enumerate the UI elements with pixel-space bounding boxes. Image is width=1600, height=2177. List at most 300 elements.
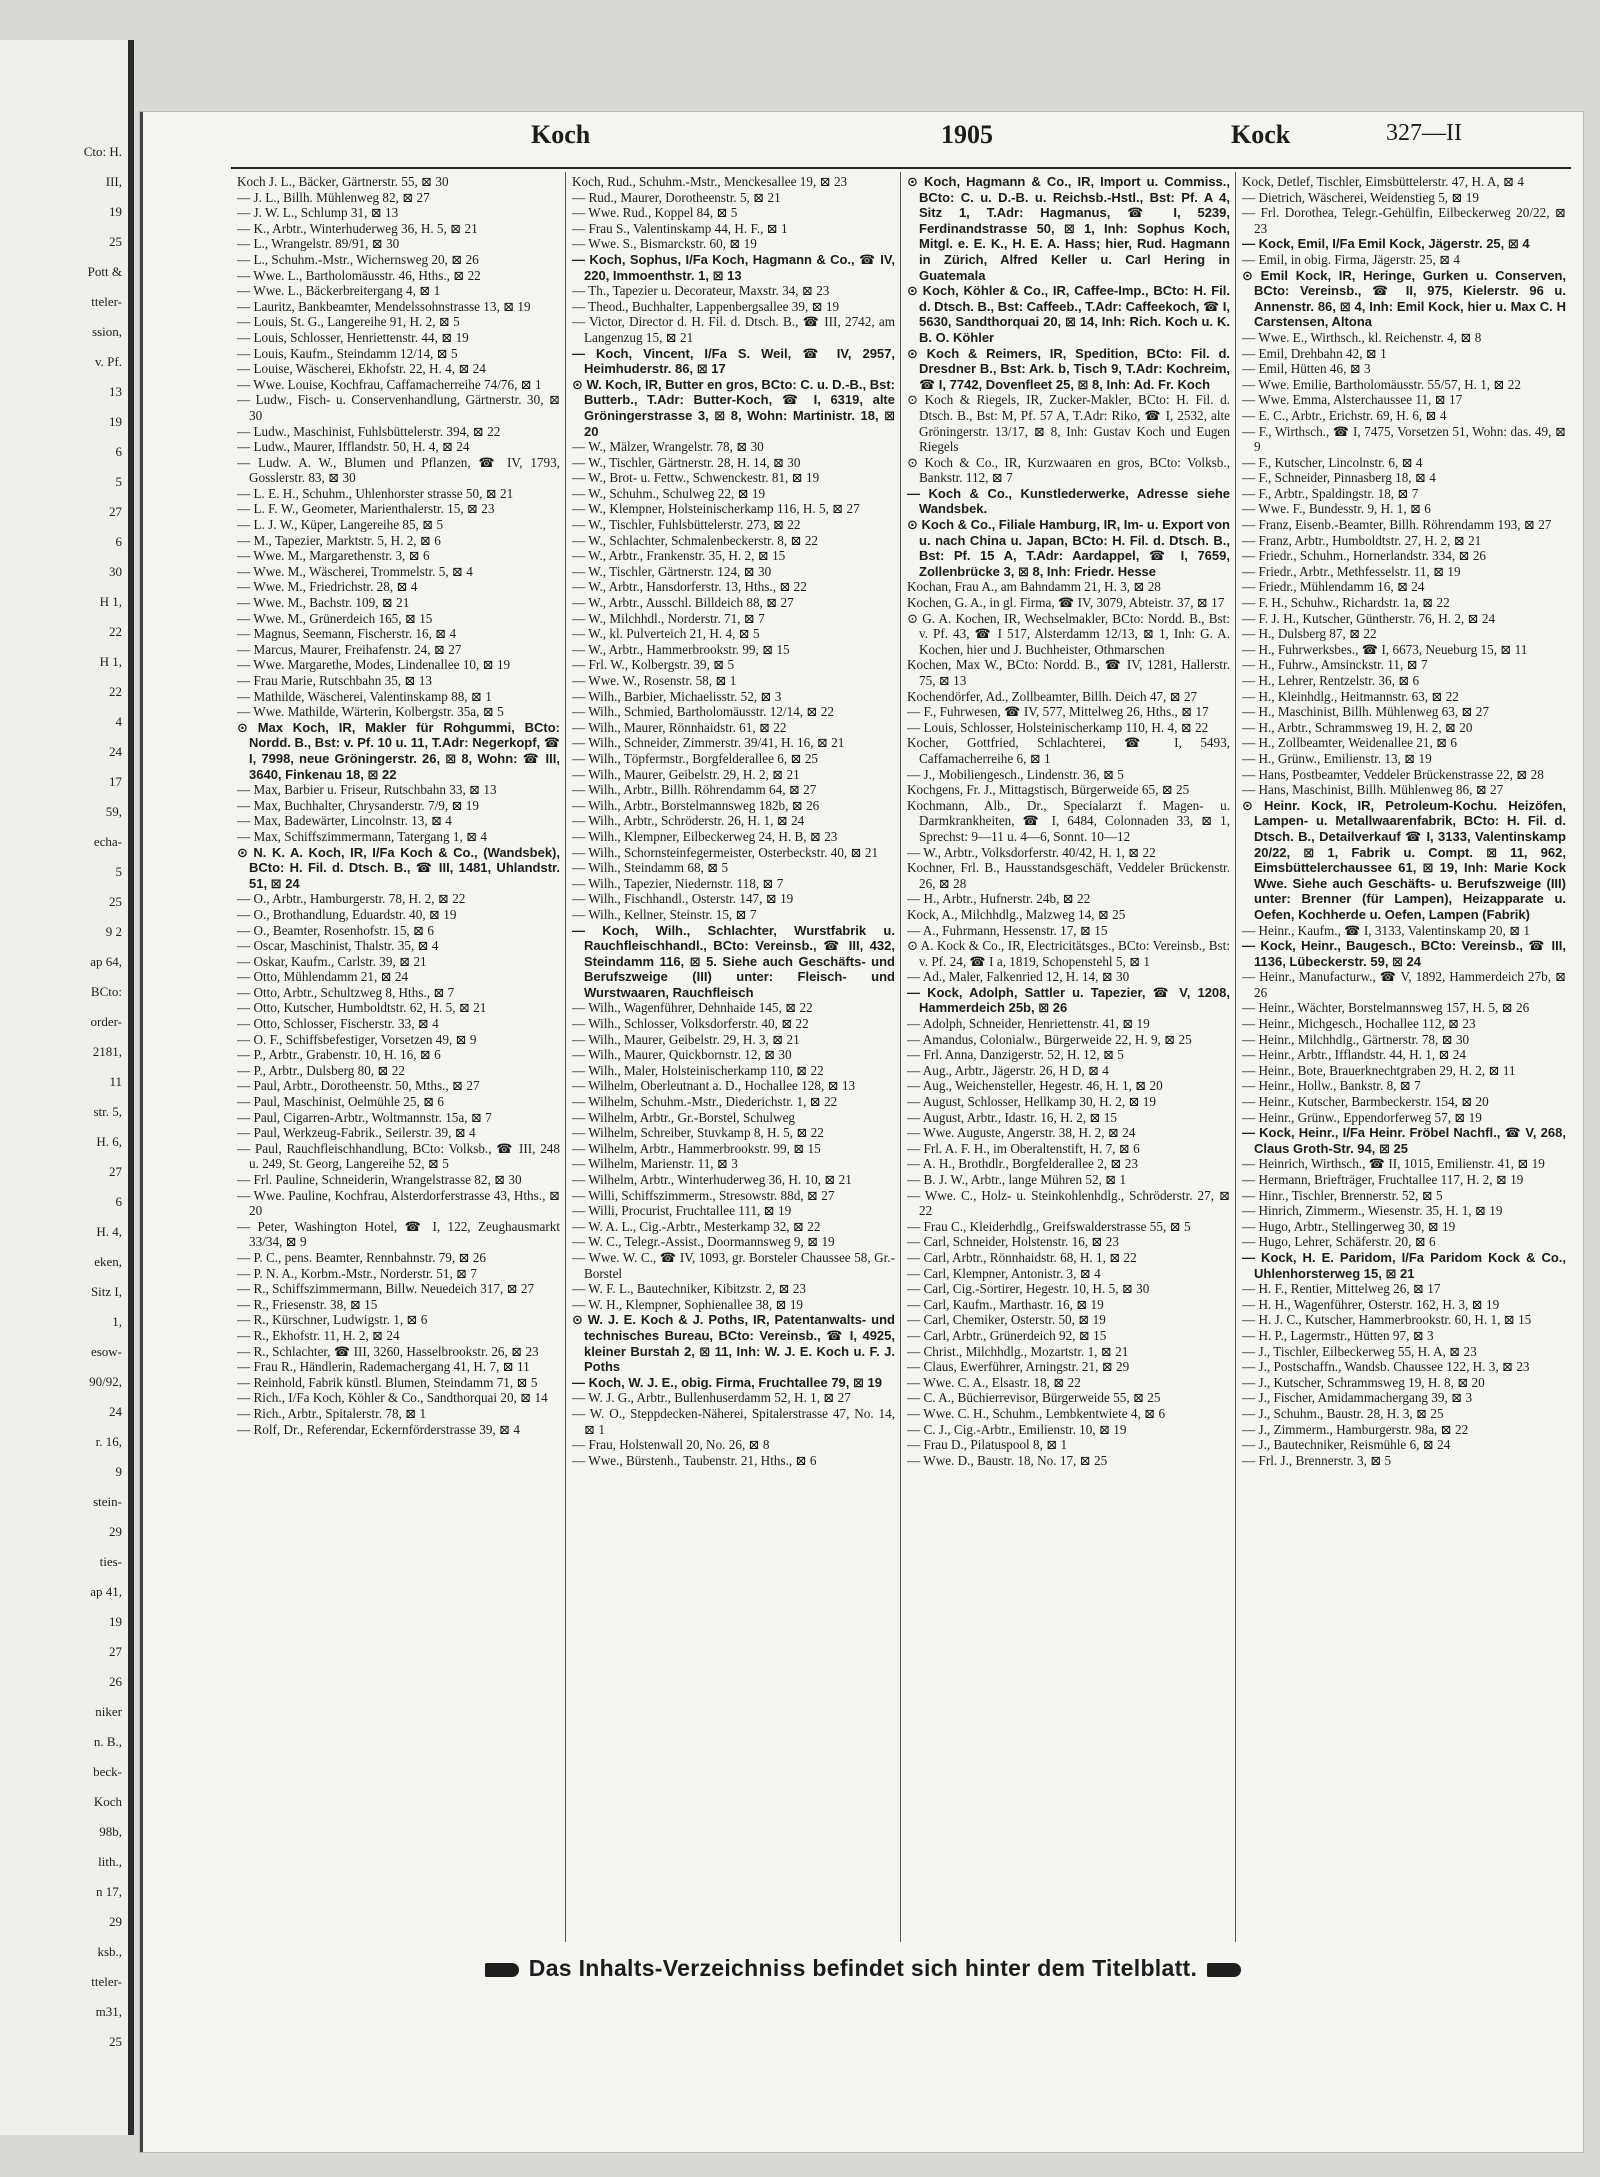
directory-entry: — O. F., Schiffsbefestiger, Vorsetzen 49, ⊠ 9 — [237, 1031, 477, 1047]
column-4 — [1236, 172, 1571, 1942]
directory-entry: — W., Tischler, Fuhlsbüttelerstr. 273, ⊠ 22 — [572, 517, 801, 533]
margin-fragment: 2181, — [92, 1044, 122, 1059]
index-note — [143, 1955, 1583, 1982]
margin-fragment: 1, — [112, 1314, 122, 1329]
directory-entry: — H. J. C., Kutscher, Hammerbrookstr. 60, H. 1, ⊠ 15 — [1242, 1312, 1532, 1328]
directory-entry: — O., Arbtr., Hamburgerstr. 78, H. 2, ⊠ 22 — [237, 891, 466, 907]
directory-entry: — Otto, Kutscher, Humboldtstr. 62, H. 5, ⊠ 21 — [237, 1000, 487, 1016]
directory-entry: — Wwe., Bürstenh., Taubenstr. 21, Hths., ⊠ 6 — [572, 1452, 817, 1468]
directory-entry: — Carl, Schneider, Holstenstr. 16, ⊠ 23 — [907, 1234, 1119, 1250]
directory-entry: — Wilh., Maurer, Quickbornstr. 12, ⊠ 30 — [572, 1047, 792, 1063]
directory-entry: — P. C., pens. Beamter, Rennbahnstr. 79, ⊠ 26 — [237, 1249, 486, 1265]
directory-entry: — Wwe. E., Wirthsch., kl. Reichenstr. 4, ⊠ 8 — [1242, 329, 1482, 345]
directory-entry: — Wilh., Wagenführer, Dehnhaide 145, ⊠ 22 — [572, 1000, 813, 1016]
directory-entry: — Otto, Mühlendamm 21, ⊠ 24 — [237, 969, 409, 985]
directory-entry: — H., Dulsberg 87, ⊠ 22 — [1242, 626, 1377, 642]
directory-entry: Kochendörfer, Ad., Zollbeamter, Billh. Deich 47, ⊠ 27 — [907, 688, 1198, 704]
directory-columns — [231, 172, 1571, 1942]
directory-entry: — Oskar, Kaufm., Carlstr. 39, ⊠ 21 — [237, 953, 427, 969]
directory-entry: — Max, Schiffszimmermann, Tatergang 1, ⊠ 4 — [237, 828, 488, 844]
directory-entry: — H., Arbtr., Hufnerstr. 24b, ⊠ 22 — [907, 891, 1091, 907]
directory-entry: — W. F. L., Bautechniker, Kibitzstr. 2, ⊠ 23 — [572, 1281, 806, 1297]
margin-fragment: H. 6, — [96, 1134, 122, 1149]
directory-entry: — W., Tischler, Gärtnerstr. 28, H. 14, ⊠ 30 — [572, 454, 801, 470]
directory-entry: — Wwe. C. A., Elsastr. 18, ⊠ 22 — [907, 1374, 1081, 1390]
directory-entry: — Th., Tapezier u. Decorateur, Maxstr. 34, ⊠ 23 — [572, 283, 830, 299]
margin-fragment: order- — [90, 1014, 122, 1029]
directory-entry: — W., Mälzer, Wrangelstr. 78, ⊠ 30 — [572, 439, 764, 455]
directory-entry: — Paul, Rauchfleischhandlung, BCto: Volksb., ☎ III, 248 u. 249, St. Georg, Langereihe 52, ⊠ 5 — [237, 1140, 560, 1172]
directory-entry: — R., Schlachter, ☎ III, 3260, Hasselbrookstr. 26, ⊠ 23 — [237, 1343, 539, 1359]
directory-entry: — F. J. H., Kutscher, Güntherstr. 76, H. 2, ⊠ 24 — [1242, 610, 1496, 626]
directory-entry: — Wilh., Barbier, Michaelisstr. 52, ⊠ 3 — [572, 688, 782, 704]
directory-entry: — Hinrich, Zimmerm., Wiesenstr. 35, H. 1, ⊠ 19 — [1242, 1203, 1503, 1219]
margin-fragment: r. 16, — [95, 1434, 122, 1449]
directory-entry: — P. N. A., Korbm.-Mstr., Norderstr. 51, ⊠ 7 — [237, 1265, 477, 1281]
directory-entry: — O., Brothandlung, Eduardstr. 40, ⊠ 19 — [237, 906, 457, 922]
directory-entry: — Wwe. C., Holz- u. Steinkohlenhdlg., Schröderstr. 27, ⊠ 22 — [907, 1187, 1230, 1219]
directory-entry: — Claus, Ewerführer, Arningstr. 21, ⊠ 29 — [907, 1359, 1130, 1375]
directory-entry: — Frl. A. F. H., im Oberaltenstift, H. 7, ⊠ 6 — [907, 1140, 1140, 1156]
margin-fragment: H 1, — [99, 654, 122, 669]
page-header — [231, 120, 1571, 160]
directory-entry: — Christ., Milchhdlg., Mozartstr. 1, ⊠ 21 — [907, 1343, 1129, 1359]
directory-entry: — H., Fuhrwerksbes., ☎ I, 6673, Neueburg 15, ⊠ 11 — [1242, 641, 1528, 657]
margin-fragment: 27 — [109, 504, 122, 519]
directory-entry: — Wilhelm, Arbtr., Winterhuderweg 36, H. 10, ⊠ 21 — [572, 1172, 852, 1187]
directory-entry: — W., Arbtr., Hansdorferstr. 13, Hths., ⊠ 22 — [572, 579, 807, 595]
margin-fragment: Cto: H. — [83, 144, 122, 159]
directory-entry: — Wilh., Tapezier, Niedernstr. 118, ⊠ 7 — [572, 875, 784, 891]
directory-entry: — J., Mobiliengesch., Lindenstr. 36, ⊠ 5 — [907, 766, 1124, 782]
directory-entry: ⊙ Max Koch, IR, Makler für Rohgummi, BCto: Nordd. B., Bst: v. Pf. 10 u. 11, T.Adr: Negerkopf, ☎ I, 7998, neue Gröningerstr. 26, ⊠ 8, Wohn: ☎ III, 3640, Finkenau 18, ⊠ 22 — [237, 719, 560, 782]
directory-entry: — Kock, H. E. Paridom, I/Fa Paridom Kock & Co., Uhlenhorsterweg 15, ⊠ 21 — [1242, 1249, 1566, 1281]
directory-entry: — Ludw., Fisch- u. Conservenhandlung, Gärtnerstr. 30, ⊠ 30 — [237, 392, 560, 423]
directory-page — [140, 112, 1583, 2152]
directory-entry: — Carl, Kaufm., Marthastr. 16, ⊠ 19 — [907, 1296, 1104, 1312]
directory-entry: — Friedr., Arbtr., Methfesselstr. 11, ⊠ 19 — [1242, 563, 1461, 579]
directory-entry: ⊙ A. Kock & Co., IR, Electricitätsges., BCto: Vereinsb., Bst: v. Pf. 24, ☎ I a, 1819, Schopenstehl 5, ⊠ 1 — [907, 938, 1230, 969]
directory-entry: — Carl, Klempner, Antonistr. 3, ⊠ 4 — [907, 1265, 1101, 1281]
directory-entry: — J., Kutscher, Schrammsweg 19, H. 8, ⊠ 20 — [1242, 1374, 1485, 1390]
margin-fragment: ssion, — [92, 324, 122, 339]
directory-entry: — H., Zollbeamter, Weidenallee 21, ⊠ 6 — [1242, 735, 1458, 751]
directory-entry: — F., Wirthsch., ☎ I, 7475, Vorsetzen 51, Wohn: das. 49, ⊠ 9 — [1242, 423, 1566, 455]
margin-fragment: 59, — [105, 804, 122, 819]
directory-entry: — Max, Buchhalter, Chrysanderstr. 7/9, ⊠ 19 — [237, 797, 479, 813]
directory-entry: — Wilh., Schlosser, Volksdorferstr. 40, ⊠ 22 — [572, 1016, 809, 1032]
margin-fragment: eken, — [94, 1254, 122, 1269]
margin-fragment: Sitz I, — [90, 1284, 122, 1299]
margin-fragment: beck- — [93, 1764, 122, 1779]
directory-entry: — Heinr., Wächter, Borstelmannsweg 157, H. 5, ⊠ 26 — [1242, 1000, 1530, 1016]
directory-entry: — Emil, Drehbahn 42, ⊠ 1 — [1242, 345, 1387, 361]
directory-entry: Kochen, Max W., BCto: Nordd. B., ☎ IV, 1281, Hallerstr. 75, ⊠ 13 — [907, 657, 1230, 688]
directory-entry: — Kock, Emil, I/Fa Emil Kock, Jägerstr. 25, ⊠ 4 — [1242, 236, 1530, 252]
directory-entry: — Wwe. Margarethe, Modes, Lindenallee 10, ⊠ 19 — [237, 657, 511, 673]
margin-fragment: 24 — [109, 744, 122, 759]
margin-fragment: echa- — [93, 834, 122, 849]
directory-entry: — Kock, Heinr., Baugesch., BCto: Vereinsb., ☎ III, 1136, Lübeckerstr. 59, ⊠ 24 — [1242, 938, 1566, 969]
directory-entry: Kock, Detlef, Tischler, Eimsbüttelerstr. 47, H. A, ⊠ 4 — [1242, 174, 1524, 189]
directory-entry: — F. H., Schuhw., Richardstr. 1a, ⊠ 22 — [1242, 595, 1450, 611]
directory-entry: — Otto, Schlosser, Fischerstr. 33, ⊠ 4 — [237, 1016, 439, 1032]
directory-entry: — Heinr., Bote, Brauerknechtgraben 29, H. 2, ⊠ 11 — [1242, 1062, 1516, 1078]
margin-fragment: v. Pf. — [95, 354, 122, 369]
directory-entry: — W., Tischler, Gärtnerstr. 124, ⊠ 30 — [572, 563, 772, 579]
directory-entry: — Ad., Maler, Falkenried 12, H. 14, ⊠ 30 — [907, 969, 1130, 985]
directory-entry: — August, Arbtr., Idastr. 16, H. 2, ⊠ 15 — [907, 1109, 1117, 1125]
directory-entry: — Peter, Washington Hotel, ☎ I, 122, Zeughausmarkt 33/34, ⊠ 9 — [237, 1218, 560, 1250]
directory-entry: — J., Schuhm., Baustr. 28, H. 3, ⊠ 25 — [1242, 1405, 1444, 1421]
directory-entry: ⊙ Koch & Reimers, IR, Spedition, BCto: Fil. d. Dresdner B., Bst: Ark. b, Tisch 9, T.Adr: Kochreim, ☎ I, 7742, Dovenfleet 25, ⊠ 8, Inh: Ad. Fr. Koch — [907, 345, 1230, 392]
directory-entry: — Adolph, Schneider, Henriettenstr. 41, ⊠ 19 — [907, 1016, 1150, 1032]
directory-entry: — J., Postschaffn., Wandsb. Chaussee 122, H. 3, ⊠ 23 — [1242, 1359, 1530, 1375]
directory-entry: — L. E. H., Schuhm., Uhlenhorster strasse 50, ⊠ 21 — [237, 485, 514, 501]
directory-entry: — Wilh., Arbtr., Billh. Röhrendamm 64, ⊠ 27 — [572, 782, 817, 798]
header-left-keyword: Koch — [531, 120, 591, 149]
directory-entry: — J., Tischler, Eilbeckerweg 55, H. A, ⊠ 23 — [1242, 1343, 1477, 1359]
margin-fragment: 90/92, — [89, 1374, 122, 1389]
directory-entry: — Frau D., Pilatuspool 8, ⊠ 1 — [907, 1437, 1068, 1453]
header-year: 1905 — [941, 120, 993, 149]
margin-fragment: 30 — [109, 564, 122, 579]
directory-entry: — Marcus, Maurer, Freihafenstr. 24, ⊠ 27 — [237, 641, 462, 657]
directory-entry: — Wilh., Maler, Holsteinischerkamp 110, ⊠ 22 — [572, 1062, 824, 1078]
directory-entry: — Wilh., Fischhandl., Osterstr. 147, ⊠ 19 — [572, 891, 794, 907]
margin-fragment: 13 — [109, 384, 122, 399]
margin-fragment: niker — [95, 1704, 122, 1719]
directory-entry: — Heinr., Arbtr., Ifflandstr. 44, H. 1, ⊠ 24 — [1242, 1047, 1466, 1063]
directory-entry: — Wilhelm, Marienstr. 11, ⊠ 3 — [572, 1156, 738, 1172]
margin-fragment: 27 — [109, 1644, 122, 1659]
directory-entry: — F., Schneider, Pinnasberg 18, ⊠ 4 — [1242, 470, 1436, 486]
directory-entry: — Magnus, Seemann, Fischerstr. 16, ⊠ 4 — [237, 626, 457, 642]
directory-entry: — Wwe. Rud., Koppel 84, ⊠ 5 — [572, 205, 738, 221]
margin-fragment: 22 — [109, 684, 122, 699]
directory-entry: — L., Wrangelstr. 89/91, ⊠ 30 — [237, 236, 400, 252]
directory-entry: — Hans, Maschinist, Billh. Mühlenweg 86, ⊠ 27 — [1242, 782, 1504, 798]
margin-fragment: BCto: — [90, 984, 122, 999]
directory-entry: — Wwe. W. C., ☎ IV, 1093, gr. Borsteler Chaussee 58, Gr.-Borstel — [572, 1249, 895, 1281]
margin-fragment: 6 — [115, 1194, 122, 1209]
directory-entry: ⊙ W. Koch, IR, Butter en gros, BCto: C. u. D.-B., Bst: Butterb., T.Adr: Butter-Koch, ☎ I, 6319, alte Gröningerstrasse 3, ⊠ 8, Wohn: Martinistr. 18, ⊠ 20 — [572, 376, 895, 439]
margin-fragment: 22 — [109, 624, 122, 639]
directory-entry: — Paul, Arbtr., Dorotheenstr. 50, Mths., ⊠ 27 — [237, 1078, 480, 1094]
margin-fragment: Koch — [93, 1794, 122, 1809]
directory-entry: — E. C., Arbtr., Erichstr. 69, H. 6, ⊠ 4 — [1242, 407, 1447, 423]
margin-fragment: lith., — [98, 1854, 122, 1869]
directory-entry: — Paul, Maschinist, Oelmühle 25, ⊠ 6 — [237, 1094, 445, 1110]
directory-entry: — Louis, St. G., Langereihe 91, H. 2, ⊠ 5 — [237, 314, 460, 330]
directory-entry: — Wilh., Töpfermstr., Borgfelderallee 6, ⊠ 25 — [572, 750, 819, 766]
directory-entry: — Wwe. C. H., Schuhm., Lembkentwiete 4, ⊠ 6 — [907, 1405, 1166, 1421]
margin-fragment: H. 4, — [96, 1224, 122, 1239]
directory-entry: — F., Arbtr., Spaldingstr. 18, ⊠ 7 — [1242, 485, 1419, 501]
directory-entry: — Koch, W. J. E., obig. Firma, Fruchtallee 79, ⊠ 19 — [572, 1374, 882, 1390]
directory-entry: — W., kl. Pulverteich 21, H. 4, ⊠ 5 — [572, 626, 760, 642]
directory-entry: — Hans, Postbeamter, Veddeler Brückenstrasse 22, ⊠ 28 — [1242, 766, 1544, 782]
directory-entry: — B. J. W., Arbtr., lange Mühren 52, ⊠ 1 — [907, 1172, 1127, 1187]
page-number: 327—II — [1386, 120, 1462, 146]
directory-entry: — Wwe. Emilie, Bartholomäusstr. 55/57, H. 1, ⊠ 22 — [1242, 376, 1521, 392]
margin-fragment: 6 — [115, 444, 122, 459]
directory-entry: — F., Fuhrwesen, ☎ IV, 577, Mittelweg 26, Hths., ⊠ 17 — [907, 704, 1209, 720]
header-right-keyword: Kock — [1231, 120, 1291, 149]
margin-fragment: ap 64, — [90, 954, 122, 969]
directory-entry: — H., Maschinist, Billh. Mühlenweg 63, ⊠ 27 — [1242, 704, 1489, 720]
margin-fragment: 98b, — [99, 1824, 122, 1839]
directory-entry: — Max, Barbier u. Friseur, Rutschbahn 33, ⊠ 13 — [237, 782, 497, 798]
margin-fragment: ap 41, — [90, 1584, 122, 1599]
directory-entry: — W. H., Klempner, Sophienallee 38, ⊠ 19 — [572, 1296, 804, 1312]
directory-entry: — Amandus, Colonialw., Bürgerweide 22, H. 9, ⊠ 25 — [907, 1031, 1192, 1047]
margin-fragment: tteler- — [91, 1974, 122, 1989]
directory-entry: — W. C., Telegr.-Assist., Doormannsweg 9, ⊠ 19 — [572, 1234, 835, 1250]
directory-entry: — H. P., Lagermstr., Hütten 97, ⊠ 3 — [1242, 1327, 1434, 1343]
directory-entry: — Koch, Vincent, I/Fa S. Weil, ☎ IV, 2957, Heimhuderstr. 86, ⊠ 17 — [572, 345, 895, 377]
margin-fragment: m31, — [95, 2004, 122, 2019]
directory-entry: — Heinrich, Wirthsch., ☎ II, 1015, Emilienstr. 41, ⊠ 19 — [1242, 1156, 1545, 1172]
directory-entry: — Hermann, Briefträger, Fruchtallee 117, H. 2, ⊠ 19 — [1242, 1172, 1524, 1187]
directory-entry: — Carl, Chemiker, Osterstr. 50, ⊠ 19 — [907, 1312, 1106, 1328]
directory-entry: — O., Beamter, Rosenhofstr. 15, ⊠ 6 — [237, 922, 434, 938]
directory-entry: — Wilh., Klempner, Eilbeckerweg 24, H. B, ⊠ 23 — [572, 828, 838, 844]
directory-entry: — Carl, Cig.-Sortirer, Hegestr. 10, H. 5, ⊠ 30 — [907, 1281, 1150, 1297]
directory-entry: — Koch, Sophus, I/Fa Koch, Hagmann & Co., ☎ IV, 220, Immoenthstr. 1, ⊠ 13 — [572, 251, 895, 283]
margin-fragment: n. B., — [93, 1734, 122, 1749]
margin-fragment: str. 5, — [93, 1104, 122, 1119]
directory-entry: ⊙ Emil Kock, IR, Heringe, Gurken u. Conserven, BCto: Vereinsb., ☎ II, 975, Kielerstr. 96 u. Annenstr. 86, ⊠ 4, Inh: Emil Kock, hier u. Max C. H Carstensen, Altona — [1242, 267, 1566, 330]
directory-entry: — Koch & Co., Kunstlederwerke, Adresse siehe Wandsbek. — [907, 485, 1230, 517]
directory-entry: — Paul, Cigarren-Arbtr., Woltmannstr. 15a, ⊠ 7 — [237, 1109, 492, 1125]
directory-entry: — H., Kleinhdlg., Heitmannstr. 63, ⊠ 22 — [1242, 688, 1459, 704]
directory-entry: Koch J. L., Bäcker, Gärtnerstr. 55, ⊠ 30 — [237, 174, 449, 189]
directory-entry: — Rich., Arbtr., Spitalerstr. 78, ⊠ 1 — [237, 1405, 427, 1421]
directory-entry: — W., Schlachter, Schmalenbeckerstr. 8, ⊠ 22 — [572, 532, 819, 548]
directory-entry: — Mathilde, Wäscherei, Valentinskamp 88, ⊠ 1 — [237, 688, 492, 704]
directory-entry: — Wilh., Kellner, Steinstr. 15, ⊠ 7 — [572, 906, 757, 922]
directory-entry: — Wilhelm, Schreiber, Stuvkamp 8, H. 5, ⊠ 22 — [572, 1125, 824, 1141]
directory-entry: — Kock, Adolph, Sattler u. Tapezier, ☎ V, 1208, Hammerdeich 25b, ⊠ 26 — [907, 984, 1230, 1016]
directory-entry: — H. H., Wagenführer, Osterstr. 162, H. 3, ⊠ 19 — [1242, 1296, 1500, 1312]
directory-entry: — Rich., I/Fa Koch, Köhler & Co., Sandthorquai 20, ⊠ 14 — [237, 1390, 548, 1406]
directory-entry: — J., Fischer, Amidammachergang 39, ⊠ 3 — [1242, 1390, 1473, 1406]
directory-entry: — R., Ekhofstr. 11, H. 2, ⊠ 24 — [237, 1327, 400, 1343]
directory-entry: — Oscar, Maschinist, Thalstr. 35, ⊠ 4 — [237, 938, 439, 954]
margin-fragment: n 17, — [96, 1884, 122, 1899]
margin-fragment: 19 — [109, 1614, 122, 1629]
directory-entry: — Wwe. S., Bismarckstr. 60, ⊠ 19 — [572, 236, 757, 252]
directory-entry: ⊙ Heinr. Kock, IR, Petroleum-Kochu. Heizöfen, Lampen- u. Metallwaarenfabrik, BCto: H. Fil. d. Dtsch. B., Detailverkauf ☎ I, 3133, Valentinskamp 20/22, ⊠ 1, Fabrik u. Compt. ⊠ 11, 962, Eimsbüttelerchaussee 61, ⊠ 19, Inh: Marie Kock Wwe. Siehe auch Geschäfts- u. Berufszweige (III) unter: Brenner (für Lampen), Heizapparate u. Oefen, Kochherde u. Oefen, Lampen (Fabrik) — [1242, 797, 1566, 922]
directory-entry: ⊙ Koch & Co., IR, Kurzwaaren en gros, BCto: Volksb., Bankstr. 112, ⊠ 7 — [907, 454, 1230, 486]
directory-entry: — Louis, Schlosser, Henriettenstr. 44, ⊠ 19 — [237, 329, 469, 345]
directory-entry: — Dietrich, Wäscherei, Weidenstieg 5, ⊠ 19 — [1242, 189, 1479, 205]
directory-entry: — Paul, Werkzeug-Fabrik., Seilerstr. 39, ⊠ 4 — [237, 1125, 476, 1141]
directory-entry: Kocher, Gottfried, Schlachterei, ☎ I, 5493, Caffamacherreihe 6, ⊠ 1 — [907, 735, 1230, 766]
directory-entry: — H., Grünw., Emilienstr. 13, ⊠ 19 — [1242, 750, 1432, 766]
directory-entry: — Rud., Maurer, Dorotheenstr. 5, ⊠ 21 — [572, 189, 781, 205]
directory-entry: ⊙ N. K. A. Koch, IR, I/Fa Koch & Co., (Wandsbek), BCto: H. Fil. d. Dtsch. B., ☎ III, 1481, Uhlandstr. 51, ⊠ 24 — [237, 844, 560, 891]
directory-entry: — Louis, Schlosser, Holsteinischerkamp 110, H. 4, ⊠ 22 — [907, 719, 1209, 735]
directory-entry: — L. J. W., Küper, Langereihe 85, ⊠ 5 — [237, 517, 444, 533]
directory-entry: — Willi, Procurist, Fruchtallee 111, ⊠ 19 — [572, 1203, 792, 1219]
directory-entry: — R., Schiffszimmermann, Billw. Neuedeich 317, ⊠ 27 — [237, 1281, 535, 1297]
directory-entry: — Hugo, Arbtr., Stellingerweg 30, ⊠ 19 — [1242, 1218, 1456, 1234]
directory-entry: — Emil, Hütten 46, ⊠ 3 — [1242, 361, 1371, 377]
pointing-hand-icon — [485, 1963, 519, 1977]
directory-entry: — W., Klempner, Holsteinischerkamp 116, H. 5, ⊠ 27 — [572, 501, 860, 517]
directory-entry: — Ludw., Maurer, Ifflandstr. 50, H. 4, ⊠ 24 — [237, 439, 470, 455]
directory-entry: — L. F. W., Geometer, Marienthalerstr. 15, ⊠ 23 — [237, 501, 495, 517]
margin-fragment: H 1, — [99, 594, 122, 609]
directory-entry: — Wwe. F., Bundesstr. 9, H. 1, ⊠ 6 — [1242, 501, 1431, 517]
margin-fragment: 4 — [115, 714, 122, 729]
directory-entry: ⊙ Koch, Köhler & Co., IR, Caffee-Imp., BCto: H. Fil. d. Dtsch. B., Bst: Caffeeb., T.Adr: Caffeekoch, ☎ I, 5630, Sandthorquai 20, ⊠ 14, Inh: Rich. Koch u. K. B. O. Köhler — [907, 283, 1230, 345]
directory-entry: — Wwe. M., Bachstr. 109, ⊠ 21 — [237, 595, 410, 611]
margin-fragment: III, — [105, 174, 122, 189]
margin-fragment: 19 — [109, 414, 122, 429]
directory-entry: — A., Fuhrmann, Hessenstr. 17, ⊠ 15 — [907, 922, 1108, 938]
margin-fragment: 29 — [109, 1524, 122, 1539]
header-rule — [231, 167, 1571, 169]
directory-entry: — R., Kürschner, Ludwigstr. 1, ⊠ 6 — [237, 1312, 428, 1328]
directory-entry: Kochner, Frl. B., Hausstandsgeschäft, Veddeler Brückenstr. 26, ⊠ 28 — [907, 860, 1230, 891]
directory-entry: — Heinr., Manufacturw., ☎ V, 1892, Hammerdeich 27b, ⊠ 26 — [1242, 969, 1566, 1000]
directory-entry: — W. A. L., Cig.-Arbtr., Mesterkamp 32, ⊠ 22 — [572, 1218, 821, 1234]
directory-entry: — Wilh., Schmied, Bartholomäusstr. 12/14, ⊠ 22 — [572, 704, 834, 720]
directory-entry: Kochgens, Fr. J., Mittagstisch, Bürgerweide 65, ⊠ 25 — [907, 782, 1190, 798]
index-note-text: Das Inhalts-Verzeichniss befindet sich hinter dem Titelblatt. — [528, 1955, 1198, 1981]
directory-entry: — P., Arbtr., Grabenstr. 10, H. 16, ⊠ 6 — [237, 1047, 441, 1063]
directory-entry: — M., Tapezier, Marktstr. 5, H. 2, ⊠ 6 — [237, 532, 441, 548]
directory-entry: — Frl. Anna, Danzigerstr. 52, H. 12, ⊠ 5 — [907, 1047, 1124, 1063]
margin-fragment: esow- — [90, 1344, 122, 1359]
directory-entry: — Otto, Arbtr., Schultzweg 8, Hths., ⊠ 7 — [237, 984, 455, 1000]
margin-fragment: 9 2 — [105, 924, 122, 939]
previous-page-edge — [0, 40, 134, 2135]
directory-entry: — Rolf, Dr., Referendar, Eckernförderstrasse 39, ⊠ 4 — [237, 1421, 520, 1437]
directory-entry: — Wilh., Schornsteinfegermeister, Osterbeckstr. 40, ⊠ 21 — [572, 844, 879, 860]
directory-entry: ⊙ G. A. Kochen, IR, Wechselmakler, BCto: Nordd. B., Bst: v. Pf. 43, ☎ I 517, Alsterdamm 12/13, ⊠ 1, Inh: G. A. Kochen, hier und J. Buchheister, Othmarschen — [907, 610, 1230, 657]
pointing-hand-icon — [1207, 1963, 1241, 1977]
directory-entry: — Frl. J., Brennerstr. 3, ⊠ 5 — [1242, 1452, 1392, 1468]
directory-entry: — J. L., Billh. Mühlenweg 82, ⊠ 27 — [237, 189, 430, 205]
directory-entry: — P., Arbtr., Dulsberg 80, ⊠ 22 — [237, 1062, 405, 1078]
directory-entry: — Frl. Dorothea, Telegr.-Gehülfin, Eilbeckerweg 20/22, ⊠ 23 — [1242, 205, 1566, 236]
directory-entry: — Heinr., Kaufm., ☎ I, 3133, Valentinskamp 20, ⊠ 1 — [1242, 922, 1531, 938]
directory-entry: — Wwe. Louise, Kochfrau, Caffamacherreihe 74/76, ⊠ 1 — [237, 376, 542, 392]
margin-fragment: 26 — [109, 1674, 122, 1689]
directory-entry: — Heinr., Kutscher, Barmbeckerstr. 154, ⊠ 20 — [1242, 1094, 1489, 1110]
directory-entry: — Wwe. W., Rosenstr. 58, ⊠ 1 — [572, 673, 737, 688]
directory-entry: — Frau Marie, Rutschbahn 35, ⊠ 13 — [237, 673, 432, 688]
column-3 — [901, 172, 1236, 1942]
directory-entry: Kochen, G. A., in gl. Firma, ☎ IV, 3079, Abteistr. 37, ⊠ 17 — [907, 595, 1225, 611]
directory-entry: — Wilhelm, Arbtr., Gr.-Borstel, Schulweg — [572, 1109, 796, 1125]
directory-entry: — Wwe. Mathilde, Wärterin, Kolbergstr. 35a, ⊠ 5 — [237, 704, 504, 720]
margin-fragment: 24 — [109, 1404, 122, 1419]
directory-entry: — K., Arbtr., Winterhuderweg 36, H. 5, ⊠ 21 — [237, 220, 478, 236]
directory-entry: — Frau, Holstenwall 20, No. 26, ⊠ 8 — [572, 1437, 770, 1453]
directory-entry: — Wilh., Schneider, Zimmerstr. 39/41, H. 16, ⊠ 21 — [572, 735, 845, 751]
directory-entry: — W., Brot- u. Fettw., Schwenckestr. 81, ⊠ 19 — [572, 470, 820, 486]
directory-entry: — L., Schuhm.-Mstr., Wichernsweg 20, ⊠ 26 — [237, 251, 479, 267]
margin-fragment: 25 — [109, 894, 122, 909]
margin-fragment: tteler- — [91, 294, 122, 309]
directory-entry: — Wwe. L., Bäckerbreitergang 4, ⊠ 1 — [237, 283, 441, 299]
directory-entry: — Louise, Wäscherei, Ekhofstr. 22, H. 4, ⊠ 24 — [237, 361, 486, 377]
directory-entry: — Wilh., Maurer, Geibelstr. 29, H. 3, ⊠ 21 — [572, 1031, 800, 1047]
directory-entry: — J., Bautechniker, Reismühle 6, ⊠ 24 — [1242, 1437, 1451, 1453]
margin-fragment: 25 — [109, 2034, 122, 2049]
directory-entry: — Franz, Arbtr., Humboldtstr. 27, H. 2, ⊠ 21 — [1242, 532, 1482, 548]
directory-entry: — Lauritz, Bankbeamter, Mendelssohnstrasse 13, ⊠ 19 — [237, 298, 531, 314]
directory-entry: — Heinr., Grünw., Eppendorferweg 57, ⊠ 19 — [1242, 1109, 1482, 1125]
directory-entry: — Victor, Director d. H. Fil. d. Dtsch. B., ☎ III, 2742, am Langenzug 15, ⊠ 21 — [572, 314, 895, 345]
directory-entry: — Frl. Pauline, Schneiderin, Wrangelstrasse 82, ⊠ 30 — [237, 1172, 522, 1187]
directory-entry: — Wwe. M., Wäscherei, Trommelstr. 5, ⊠ 4 — [237, 563, 473, 579]
directory-entry: — J. W. L., Schlump 31, ⊠ 13 — [237, 205, 399, 221]
column-2 — [566, 172, 901, 1942]
directory-entry: — W. O., Steppdecken-Näherei, Spitalerstrasse 47, No. 14, ⊠ 1 — [572, 1405, 895, 1437]
directory-entry: — Koch, Wilh., Schlachter, Wurstfabrik u. Rauchfleischhandl., BCto: Vereinsb., ☎ III, 432, Steindamm 116, ⊠ 5. Siehe auch Geschäfts- und Berufszweige (III) unter: Fleisch- und Wurstwaaren, Rauchfleisch — [572, 922, 895, 1000]
directory-entry: — H., Fuhrw., Amsinckstr. 11, ⊠ 7 — [1242, 657, 1428, 673]
directory-entry: — C. J., Cig.-Arbtr., Emilienstr. 10, ⊠ 19 — [907, 1421, 1127, 1437]
margin-fragment: 9 — [115, 1464, 122, 1479]
directory-entry: — Reinhold, Fabrik künstl. Blumen, Steindamm 71, ⊠ 5 — [237, 1374, 538, 1390]
directory-entry: — Frau C., Kleiderhdlg., Greifswalderstrasse 55, ⊠ 5 — [907, 1218, 1191, 1234]
margin-fragment: Pott & — [87, 264, 122, 279]
directory-entry: — R., Friesenstr. 38, ⊠ 15 — [237, 1296, 378, 1312]
directory-entry: — H., Lehrer, Rentzelstr. 36, ⊠ 6 — [1242, 673, 1420, 688]
directory-entry: — Frau R., Händlerin, Rademachergang 41, H. 7, ⊠ 11 — [237, 1359, 530, 1375]
directory-entry: — Wilhelm, Arbtr., Hammerbrookstr. 99, ⊠ 15 — [572, 1140, 821, 1156]
directory-entry: — Wwe. Auguste, Angerstr. 38, H. 2, ⊠ 24 — [907, 1125, 1136, 1141]
margin-fragment: 27 — [109, 1164, 122, 1179]
directory-entry: — A. H., Brothdlr., Borgfelderallee 2, ⊠ 23 — [907, 1156, 1138, 1172]
directory-entry: — Aug., Weichensteller, Hegestr. 46, H. 1, ⊠ 20 — [907, 1078, 1163, 1094]
directory-entry: — Frau S., Valentinskamp 44, H. F., ⊠ 1 — [572, 220, 788, 236]
directory-entry: ⊙ Koch, Hagmann & Co., IR, Import u. Commiss., BCto: C. u. D.-B. u. Reichsb.-Hstl., Bst: Pf. A 4, Sitz 1, T.Adr: Hagmanus, ☎ I, 5239, Ferdinandstrasse 50, ⊠ 1, Inh: Sophus Koch, Mitgl. e. E. K., H. E. A. Hass; hier, Rud. Hagmann in Zürich, Alfred Keller u. Carl Hering in Guatemala — [907, 174, 1230, 283]
directory-entry: — W., Arbtr., Hammerbrookstr. 99, ⊠ 15 — [572, 641, 790, 657]
directory-entry: ⊙ W. J. E. Koch & J. Poths, IR, Patentanwalts- und technisches Bureau, BCto: Vereinsb., ☎ I, 4925, kleiner Burstah 2, ⊠ 11, Inh: W. J. E. Koch u. F. J. Poths — [572, 1312, 895, 1375]
directory-entry: — Hinr., Tischler, Brennerstr. 52, ⊠ 5 — [1242, 1187, 1443, 1203]
directory-entry: — H., Arbtr., Schrammsweg 19, H. 2, ⊠ 20 — [1242, 719, 1473, 735]
directory-entry: — W., Arbtr., Frankenstr. 35, H. 2, ⊠ 15 — [572, 548, 786, 564]
directory-entry: — Wwe. M., Grünerdeich 165, ⊠ 15 — [237, 610, 433, 626]
margin-fragment: 11 — [109, 1074, 122, 1089]
directory-entry: — W., Arbtr., Volksdorferstr. 40/42, H. 1, ⊠ 22 — [907, 844, 1156, 860]
margin-fragment: 19 — [109, 204, 122, 219]
margin-fragment: 29 — [109, 1914, 122, 1929]
directory-entry: — Friedr., Mühlendamm 16, ⊠ 24 — [1242, 579, 1425, 595]
directory-entry: — W. J. G., Arbtr., Bullenhuserdamm 52, H. 1, ⊠ 27 — [572, 1390, 851, 1406]
directory-entry: Kock, A., Milchhdlg., Malzweg 14, ⊠ 25 — [907, 906, 1126, 922]
margin-fragment: 5 — [115, 474, 122, 489]
directory-entry: — August, Schlosser, Hellkamp 30, H. 2, ⊠ 19 — [907, 1094, 1156, 1110]
column-1 — [231, 172, 566, 1942]
directory-entry: — Hugo, Lehrer, Schäferstr. 20, ⊠ 6 — [1242, 1234, 1436, 1250]
directory-entry: ⊙ Koch & Riegels, IR, Zucker-Makler, BCto: H. Fil. d. Dtsch. B., Bst: M, Pf. 57 A, T.Adr: Riko, ☎ I, 2532, alte Gröningerstr. 13/17, ⊠ 8, Inh: Gustav Koch und Eugen Riegels — [907, 392, 1230, 455]
directory-entry: — F., Kutscher, Lincolnstr. 6, ⊠ 4 — [1242, 454, 1423, 470]
directory-entry: — Kock, Heinr., I/Fa Heinr. Fröbel Nachfl., ☎ V, 268, Claus Groth-Str. 94, ⊠ 25 — [1242, 1125, 1566, 1156]
directory-entry: — Wwe. L., Bartholomäusstr. 46, Hths., ⊠ 22 — [237, 267, 481, 283]
directory-entry: — Wilhelm, Schuhm.-Mstr., Diederichstr. 1, ⊠ 22 — [572, 1094, 838, 1110]
directory-entry: — J., Zimmerm., Hamburgerstr. 98a, ⊠ 22 — [1242, 1421, 1469, 1437]
directory-entry: — Heinr., Milchhdlg., Gärtnerstr. 78, ⊠ 30 — [1242, 1031, 1470, 1047]
directory-entry: Kochan, Frau A., am Bahndamm 21, H. 3, ⊠ 28 — [907, 579, 1161, 595]
